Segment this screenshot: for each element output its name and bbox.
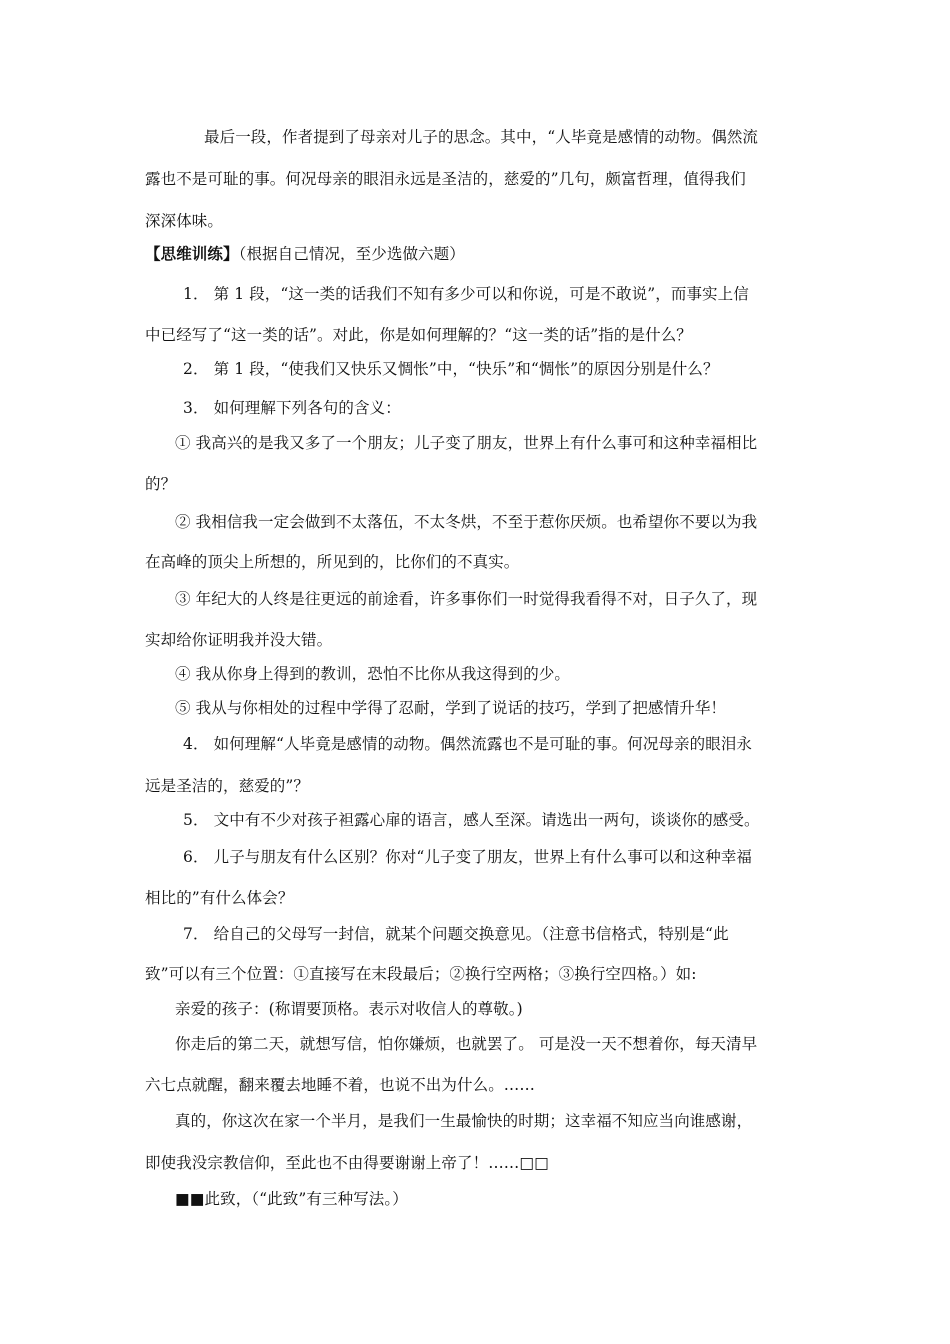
paragraph-line: 露也不是可耻的事。何况母亲的眼泪永远是圣洁的，慈爱的”几句，颇富哲理，值得我们 — [145, 170, 746, 188]
question-line: 6． 儿子与朋友有什么区别？你对“儿子变了朋友，世界上有什么事可以和这种幸福 — [183, 848, 753, 866]
sentence-line: ② 我相信我一定会做到不太落伍，不太冬烘，不至于惹你厌烦。也希望你不要以为我 — [175, 513, 758, 531]
letter-line: 六七点就醒，翻来覆去地睡不着，也说不出为什么。…… — [145, 1076, 536, 1094]
question-line: 3． 如何理解下列各句的含义： — [183, 399, 401, 417]
question-line: 致”可以有三个位置：①直接写在末段最后；②换行空两格；③换行空四格。）如: — [145, 965, 697, 983]
section-heading: 【思维训练】 — [145, 244, 239, 263]
letter-line: 真的，你这次在家一个半月，是我们一生最愉快的时期；这幸福不知应当向谁感谢， — [175, 1112, 753, 1130]
sentence-line: ⑤ 我从与你相处的过程中学得了忍耐，学到了说话的技巧，学到了把感情升华！ — [175, 699, 727, 717]
letter-line: 即使我没宗教信仰，至此也不由得要谢谢上帝了！……□□ — [145, 1154, 549, 1172]
sentence-line: 在高峰的顶尖上所想的，所见到的，比你们的不真实。 — [145, 553, 520, 571]
section-heading-line — [145, 244, 465, 264]
letter-line: 你走后的第二天，就想写信，怕你嫌烦，也就罢了。 可是没一天不想着你，每天清早 — [175, 1035, 758, 1053]
question-line: 中已经写了“这一类的话”。对此，你是如何理解的？“这一类的话”指的是什么？ — [145, 326, 692, 344]
letter-line: ■■此致，（“此致”有三种写法。） — [175, 1190, 408, 1208]
question-line: 7． 给自己的父母写一封信，就某个问题交换意见。（注意书信格式，特别是“此 — [183, 925, 729, 943]
sentence-line: 的？ — [145, 475, 177, 493]
question-line: 4． 如何理解“人毕竟是感情的动物。偶然流露也不是可耻的事。何况母亲的眼泪永 — [183, 735, 753, 753]
sentence-line: ④ 我从你身上得到的教训，恐怕不比你从我这得到的少。 — [175, 665, 571, 683]
paragraph-line: 最后一段，作者提到了母亲对儿子的思念。其中，“人毕竟是感情的动物。偶然流 — [204, 128, 759, 146]
question-line: 2． 第 1 段，“使我们又快乐又惆怅”中，“快乐”和“惆怅”的原因分别是什么？ — [183, 360, 719, 378]
sentence-line: ③ 年纪大的人终是往更远的前途看，许多事你们一时觉得我看得不对，日子久了，现 — [175, 590, 758, 608]
sentence-line: ① 我高兴的是我又多了一个朋友；儿子变了朋友，世界上有什么事可和这种幸福相比 — [175, 434, 758, 452]
question-line: 相比的”有什么体会？ — [145, 889, 294, 907]
letter-line: 亲爱的孩子：(称谓要顶格。表示对收信人的尊敬。) — [175, 1000, 523, 1018]
sentence-line: 实却给你证明我并没大错。 — [145, 631, 333, 649]
section-note: （根据自己情况，至少选做六题） — [238, 245, 465, 263]
question-line: 5． 文中有不少对孩子袒露心扉的语言，感人至深。请选出一两句，谈谈你的感受。 — [183, 811, 760, 829]
question-line: 1． 第 1 段，“这一类的话我们不知有多少可以和你说，可是不敢说”，而事实上信 — [183, 285, 749, 303]
paragraph-line: 深深体味。 — [145, 212, 224, 230]
question-line: 远是圣洁的，慈爱的”？ — [145, 777, 310, 795]
